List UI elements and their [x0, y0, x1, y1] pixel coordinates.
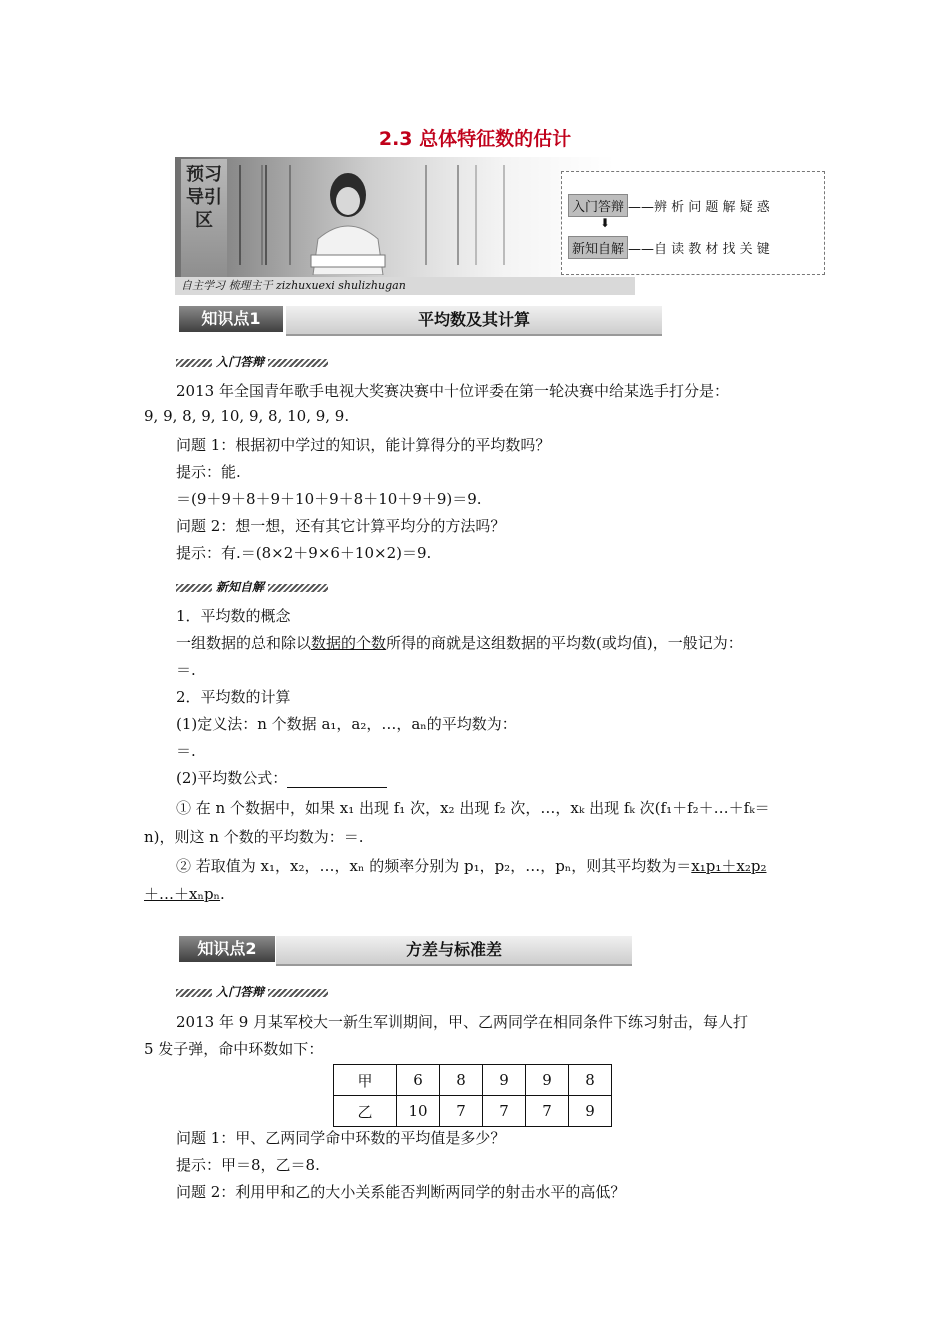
section-title: 平均数及其计算: [286, 306, 662, 336]
guide-tag-1: 入门答辩: [568, 194, 628, 217]
arrow-down-icon: ⬇: [600, 216, 611, 230]
section-tag: 知识点1: [179, 306, 283, 332]
score-table: [333, 1064, 612, 1127]
table-cell: 9: [569, 1096, 612, 1127]
paragraph: 一组数据的总和除以数据的个数所得的商就是这组数据的平均数(或均值)，一般记为：: [176, 634, 743, 652]
paragraph: ② 若取值为 x₁，x₂，…，xₙ 的频率分别为 p₁，p₂，…，pₙ，则其平均数为＝x₁p₁＋x₂p₂: [176, 857, 767, 875]
paragraph: 5 发子弹，命中环数如下：: [144, 1040, 324, 1058]
paragraph: ＋…＋xₙpₙ.: [144, 885, 225, 903]
paragraph: (1)定义法：n 个数据 a₁，a₂，…，aₙ的平均数为：: [176, 715, 517, 733]
preview-banner: [175, 157, 823, 297]
banner-tag: 预习导引区: [181, 159, 227, 277]
table-cell: 10: [397, 1096, 440, 1127]
question: 问题 1：根据初中学过的知识，能计算得分的平均数吗？: [176, 436, 551, 454]
section-tag: 知识点2: [179, 936, 275, 962]
subheading: 入门答辩: [176, 983, 328, 1000]
guide-tag-2: 新知自解: [568, 236, 628, 259]
section-head-2: [176, 934, 634, 968]
table-cell: 6: [397, 1065, 440, 1096]
formula: ＝.: [176, 661, 196, 679]
question: 问题 2：利用甲和乙的大小关系能否判断两同学的射击水平的高低？: [176, 1183, 626, 1201]
paragraph: ① 在 n 个数据中，如果 x₁ 出现 f₁ 次，x₂ 出现 f₂ 次，…，xₖ 出现 fₖ 次(f₁＋f₂＋…＋fₖ＝: [176, 799, 770, 817]
hint: 提示：能.: [176, 463, 241, 481]
paragraph: (2)平均数公式：: [176, 767, 387, 788]
paragraph: n)，则这 n 个数的平均数为：＝.: [144, 828, 364, 846]
table-cell: 乙: [334, 1096, 397, 1127]
guide-text-1: ——辨 析 问 题 解 疑 惑: [628, 200, 770, 215]
table-row: [334, 1096, 612, 1127]
subheading: 入门答辩: [176, 353, 328, 370]
table-row: [334, 1065, 612, 1096]
table-cell: 7: [526, 1096, 569, 1127]
question: 问题 2：想一想，还有其它计算平均分的方法吗？: [176, 517, 506, 535]
table-cell: 8: [440, 1065, 483, 1096]
subheading: 新知自解: [176, 578, 328, 595]
knowledge-title: 1．平均数的概念: [176, 607, 291, 625]
table-cell: 9: [483, 1065, 526, 1096]
question: 问题 1：甲、乙两同学命中环数的平均值是多少？: [176, 1129, 506, 1147]
guide-text-2: ——自 读 教 材 找 关 键: [628, 242, 770, 257]
page-title: 2.3 总体特征数的估计: [378, 128, 572, 150]
table-cell: 8: [569, 1065, 612, 1096]
banner-guide-box: [561, 171, 825, 275]
paragraph: 2013 年 9 月某军校大一新生军训期间，甲、乙两同学在相同条件下练习射击，每人打: [176, 1013, 749, 1031]
formula: ＝.: [176, 742, 196, 760]
hint: 提示：甲＝8，乙＝8.: [176, 1156, 320, 1174]
knowledge-title: 2．平均数的计算: [176, 688, 291, 706]
paragraph: 2013 年全国青年歌手电视大奖赛决赛中十位评委在第一轮决赛中给某选手打分是：: [176, 382, 729, 400]
section-head-1: [176, 304, 664, 338]
table-cell: 甲: [334, 1065, 397, 1096]
student-reading-icon: [293, 169, 403, 275]
banner-footer: 自主学习 梳理主干 zizhuxuexi shulizhugan: [175, 277, 635, 295]
section-title: 方差与标准差: [276, 936, 632, 966]
hint: 提示：有.＝(8×2＋9×6＋10×2)＝9.: [176, 544, 432, 562]
table-cell: 9: [526, 1065, 569, 1096]
paragraph: 9, 9, 8, 9, 10, 9, 8, 10, 9, 9.: [144, 407, 350, 425]
formula: ＝(9＋9＋8＋9＋10＋9＋8＋10＋9＋9)＝9.: [176, 490, 482, 508]
table-cell: 7: [483, 1096, 526, 1127]
table-cell: 7: [440, 1096, 483, 1127]
library-photo: [175, 157, 615, 277]
